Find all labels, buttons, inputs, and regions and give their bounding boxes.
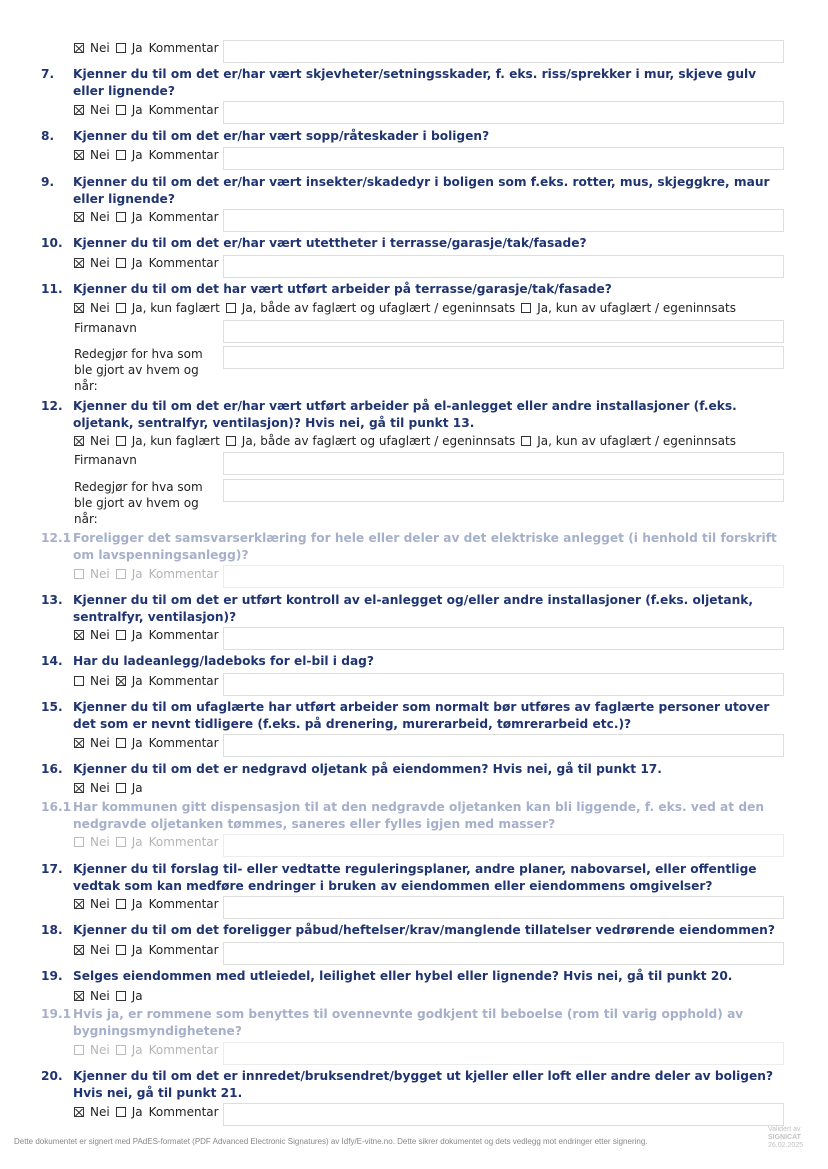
- checkbox-ja-ufaglaert[interactable]: [521, 436, 531, 446]
- checkbox-nei: [74, 569, 84, 579]
- answer-row-q7: Nei Ja Kommentar: [74, 102, 219, 118]
- comment-field-q18[interactable]: [223, 942, 784, 965]
- checkbox-ja[interactable]: [116, 105, 126, 115]
- checkbox-ja-faglaert[interactable]: [116, 436, 126, 446]
- comment-field-q6[interactable]: [223, 40, 784, 63]
- answer-row-q8: Nei Ja Kommentar: [74, 147, 219, 163]
- comment-field-q17[interactable]: [223, 896, 784, 919]
- comment-field-q14[interactable]: [223, 673, 784, 696]
- redegjor-field-q11[interactable]: [223, 346, 784, 369]
- answer-row-q15: Nei Ja Kommentar: [74, 735, 219, 751]
- answer-row-q14: Nei Ja Kommentar: [74, 673, 219, 689]
- checkbox-ja: [116, 837, 126, 847]
- checkbox-nei: [74, 1045, 84, 1055]
- checkbox-nei-checked[interactable]: [74, 945, 84, 955]
- checkbox-nei-checked[interactable]: [74, 150, 84, 160]
- redegjor-field-q12[interactable]: [223, 479, 784, 502]
- checkbox-ja[interactable]: [116, 150, 126, 160]
- checkbox-nei-checked[interactable]: [74, 783, 84, 793]
- comment-field-q9[interactable]: [223, 209, 784, 232]
- checkbox-ja[interactable]: [116, 991, 126, 1001]
- checkbox-ja[interactable]: [116, 258, 126, 268]
- checkbox-nei-checked[interactable]: [74, 43, 84, 53]
- checkbox-ja[interactable]: [116, 43, 126, 53]
- answer-row-q11: Nei Ja, kun faglært Ja, både av faglært og ufaglært / egeninnsats Ja, kun av ufaglært / egeninnsats: [74, 300, 736, 316]
- comment-field-q7[interactable]: [223, 101, 784, 124]
- comment-field-q8[interactable]: [223, 147, 784, 170]
- checkbox-ja[interactable]: [116, 783, 126, 793]
- redegjor-label: Redegjør for hva som ble gjort av hvem og når:: [74, 480, 203, 526]
- answer-row-q12-1: Nei Ja Kommentar: [74, 566, 219, 582]
- checkbox-ja-begge[interactable]: [226, 303, 236, 313]
- firmanavn-field-q11[interactable]: [223, 320, 784, 343]
- checkbox-nei-checked[interactable]: [74, 1107, 84, 1117]
- comment-field-q10[interactable]: [223, 255, 784, 278]
- firmanavn-field-q12[interactable]: [223, 452, 784, 475]
- checkbox-nei-checked[interactable]: [74, 738, 84, 748]
- checkbox-nei-checked[interactable]: [74, 212, 84, 222]
- firmanavn-label: Firmanavn: [74, 453, 137, 467]
- answer-row-q17: Nei Ja Kommentar: [74, 896, 219, 912]
- comment-field-q15[interactable]: [223, 734, 784, 757]
- checkbox-nei-checked[interactable]: [74, 436, 84, 446]
- comment-field-q16-1: [223, 834, 784, 857]
- checkbox-ja-checked[interactable]: [116, 676, 126, 686]
- answer-row-q16: Nei Ja: [74, 780, 143, 796]
- checkbox-ja[interactable]: [116, 899, 126, 909]
- checkbox-nei-checked[interactable]: [74, 630, 84, 640]
- checkbox-nei[interactable]: [74, 676, 84, 686]
- checkbox-nei-checked[interactable]: [74, 105, 84, 115]
- comment-field-q19-1: [223, 1042, 784, 1065]
- answer-row-q19: Nei Ja: [74, 988, 143, 1004]
- checkbox-ja[interactable]: [116, 630, 126, 640]
- answer-row-q10: Nei Ja Kommentar: [74, 255, 219, 271]
- checkbox-ja: [116, 1045, 126, 1055]
- redegjor-label: Redegjør for hva som ble gjort av hvem og når:: [74, 347, 203, 393]
- checkbox-ja-begge[interactable]: [226, 436, 236, 446]
- answer-row-q18: Nei Ja Kommentar: [74, 942, 219, 958]
- checkbox-nei-checked[interactable]: [74, 991, 84, 1001]
- signicat-stamp: Validert av SIGNICAT 26.02.2025: [768, 1126, 804, 1149]
- checkbox-ja-faglaert[interactable]: [116, 303, 126, 313]
- answer-row-q13: Nei Ja Kommentar: [74, 627, 219, 643]
- checkbox-ja: [116, 569, 126, 579]
- checkbox-nei: [74, 837, 84, 847]
- comment-field-q13[interactable]: [223, 627, 784, 650]
- comment-field-q20[interactable]: [223, 1103, 784, 1126]
- answer-row-q9: Nei Ja Kommentar: [74, 209, 219, 225]
- answer-row-q20: Nei Ja Kommentar: [74, 1104, 219, 1120]
- comment-field-q12-1: [223, 565, 784, 588]
- checkbox-ja[interactable]: [116, 1107, 126, 1117]
- checkbox-ja[interactable]: [116, 212, 126, 222]
- checkbox-nei-checked[interactable]: [74, 303, 84, 313]
- answer-row-q16-1: Nei Ja Kommentar: [74, 834, 219, 850]
- answer-row-q6: Nei Ja Kommentar: [74, 40, 219, 56]
- answer-row-q12: Nei Ja, kun faglært Ja, både av faglært og ufaglært / egeninnsats Ja, kun av ufaglært / egeninnsats: [74, 433, 736, 449]
- checkbox-nei-checked[interactable]: [74, 258, 84, 268]
- checkbox-nei-checked[interactable]: [74, 899, 84, 909]
- checkbox-ja[interactable]: [116, 738, 126, 748]
- checkbox-ja[interactable]: [116, 945, 126, 955]
- answer-row-q19-1: Nei Ja Kommentar: [74, 1042, 219, 1058]
- firmanavn-label: Firmanavn: [74, 321, 137, 335]
- signature-footer: Dette dokumentet er signert med PAdES-formatet (PDF Advanced Electronic Signatures) av Idfy/E-vitne.no. Dette sikrer dokumentet og dets vedlegg mot endringer etter signering.: [14, 1137, 648, 1146]
- checkbox-ja-ufaglaert[interactable]: [521, 303, 531, 313]
